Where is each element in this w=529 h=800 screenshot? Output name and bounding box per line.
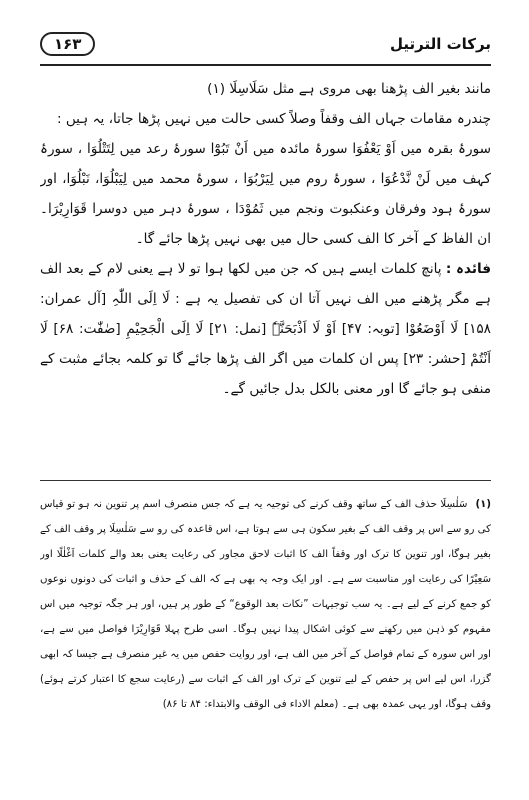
footnote-text: سَلٰسِلَا حذف الف کے ساتھ وقف کرنے کی توجیہ یہ ہے کہ جس منصرف اسم پر تنوین نہ ہو تو قیاس کی رو سے اس پر وقف الف کے بغیر سکون ہی سے ہوتا ہے، اس قاعدہ کی رو سے سَلٰسِلَا پر وقف الف کے بغیر ہوگا، اور تنوین کا ترک اور وقفاً الف کا اثبات لاحق مجاور کی رعایت یعنی بعد والے کلمات اَغْلٰلًا اور سَعِیْرًا کی رعایت اور مناسبت سے ہے۔ اور ایک وجہ یہ بھی ہے کہ الف کے حذف و اثبات کی دونوں نوعوں کو جمع کرنے کے لیے ہے۔ یہ سب توجیہات ”نکات بعد الوقوع“ کے طور پر ہیں، اور ہر جگہ توجیہ میں اس مفہوم کو ذہن میں رکھنے سے کوئی اشکال پیدا نہیں ہوگا۔ اسی طرح پہلا قَوَارِیْرَا فواصل میں سے ہے، اور اس سورہ کے تمام فواصل کے آخر میں الف ہے، اور روایت حفص میں یہ غیر منصرف ہے جیسا کہ ابھی گزرا، اس لیے اس پر حفص کے لیے تنوین کے ترک اور الف کے اثبات سے (رعایت سجع کا اعتبار کرتے ہوئے) وقف ہوگا، اور یہی عمدہ بھی ہے۔ (معلم الاداء فی الوقف والابتداء: ۸۴ تا ۸۶) <box>40 499 491 710</box>
book-title: برکات الترتیل <box>390 35 491 53</box>
paragraph-3: سورۂ بقرہ میں اَوْ یَعْفُوَا سورۂ مائدہ میں اَنْ تَبُوْٓا سورۂ رعد میں لِتَتْلُوَا ، سورۂ کہف میں لَنْ نَّدْعُوَا ، سورۂ روم میں لِیَرْبُوَا ، سورۂ محمد میں لِیَبْلُوَا، نَبْلُوَا، اور سورۂ ہود وفرقان وعنکبوت ونجم میں ثَمُوْدَا ، سورۂ دہر میں دوسرا قَوَارِیْرَا۔ ان الفاظ کے آخر کا الف کسی حال میں بھی نہیں پڑھا جائے گا۔ <box>40 141 491 247</box>
footnote <box>40 492 491 774</box>
footnote-divider <box>40 480 491 481</box>
paragraph-2: چندرہ مقامات جہاں الف وقفاً وصلاً کسی حالت میں نہیں پڑھا جاتا، یہ ہیں : <box>56 111 491 127</box>
main-text <box>40 74 491 470</box>
paragraph-4 <box>40 254 491 404</box>
footnote-number: (۱) <box>475 499 491 510</box>
paragraph-1: مانند بغیر الف پڑھنا بھی مروی ہے مثل سَلَاسِلَا (۱) <box>207 81 491 97</box>
page-header <box>40 24 491 66</box>
paragraph-4-text: پانچ کلمات ایسے ہیں کہ جن میں لکھا ہوا تو لا ہے یعنی لام کے بعد الف ہے مگر پڑھنے میں الف نہیں آتا ان کی تفصیل یہ ہے : لَا اِلَی اللّٰہِ [آل عمران: ۱۵۸] لَا اَوْضَعُوْا [توبہ: ۴۷] اَوْ لَا اَذْبَحَنَّہٗ [نمل: ۲۱] لَا اِلَی الْجَحِیْمِ [صٰفّٰت: ۶۸] لَا اَنْتُمْ [حشر: ۲۳] پس ان کلمات میں اگر الف پڑھا جائے گا تو کلمہ بجائے مثبت کے منفی ہو جائے گا اور معنی بالکل بدل جائیں گے۔ <box>40 261 491 397</box>
page-number: ۱۶۳ <box>40 32 95 56</box>
faida-label: فائدہ : <box>445 261 491 277</box>
